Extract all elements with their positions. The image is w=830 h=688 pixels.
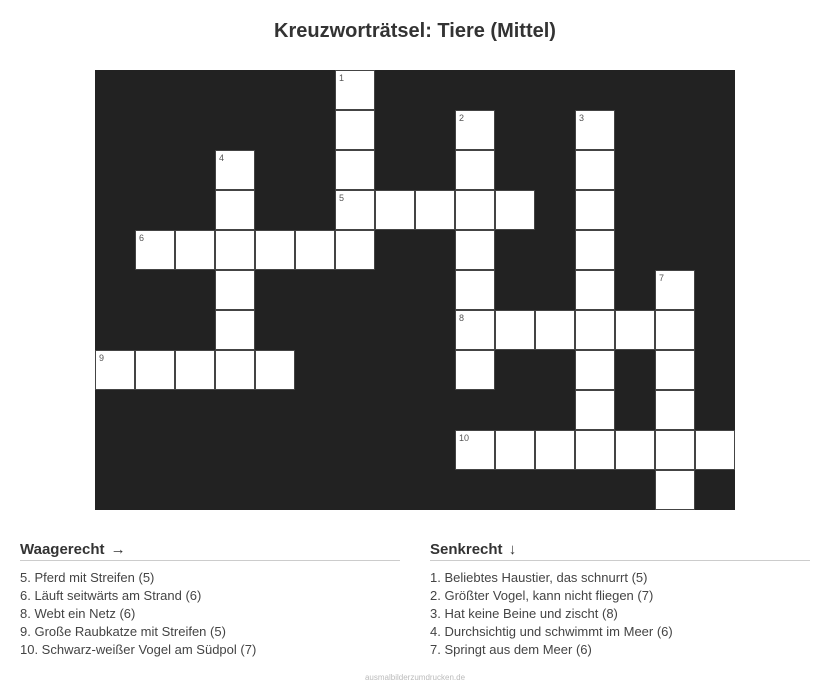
grid-cell[interactable] xyxy=(295,230,335,270)
grid-cell[interactable] xyxy=(335,230,375,270)
grid-cell[interactable] xyxy=(135,350,175,390)
clue-number: 9 xyxy=(99,353,105,363)
clue-down-1: 1. Beliebtes Haustier, das schnurrt (5) xyxy=(430,570,648,585)
clue-number: 2 xyxy=(459,113,465,123)
grid-cell[interactable] xyxy=(335,190,375,230)
clue-number: 4 xyxy=(219,153,225,163)
grid-cell[interactable] xyxy=(655,430,695,470)
grid-cell[interactable] xyxy=(215,310,255,350)
grid-cell[interactable] xyxy=(655,350,695,390)
grid-cell[interactable] xyxy=(335,110,375,150)
grid-cell[interactable] xyxy=(175,230,215,270)
grid-cell[interactable] xyxy=(455,350,495,390)
clue-number: 6 xyxy=(139,233,145,243)
grid-cell[interactable] xyxy=(255,350,295,390)
grid-cell[interactable] xyxy=(495,430,535,470)
right-arrow-icon: → xyxy=(110,541,126,558)
grid-cell[interactable] xyxy=(175,350,215,390)
clue-number: 1 xyxy=(339,73,345,83)
across-heading-label: Waagerecht xyxy=(20,541,105,558)
grid-cell[interactable] xyxy=(615,310,655,350)
grid-cell[interactable] xyxy=(455,430,495,470)
grid-cell[interactable] xyxy=(575,230,615,270)
grid-cell[interactable] xyxy=(575,110,615,150)
grid-cell[interactable] xyxy=(535,430,575,470)
clue-number: 7 xyxy=(659,273,665,283)
grid-cell[interactable] xyxy=(575,310,615,350)
grid-cell[interactable] xyxy=(215,190,255,230)
clue-down-4: 4. Durchsichtig und schwimmt im Meer (6) xyxy=(430,624,673,639)
clue-across-5: 5. Pferd mit Streifen (5) xyxy=(20,570,155,585)
grid-cell[interactable] xyxy=(335,70,375,110)
across-clue-list xyxy=(20,569,400,659)
clue-number: 8 xyxy=(459,313,465,323)
grid-cell[interactable] xyxy=(215,230,255,270)
down-clue-list xyxy=(430,569,810,659)
clue-across-10: 10. Schwarz-weißer Vogel am Südpol (7) xyxy=(20,642,257,657)
grid-cell[interactable] xyxy=(575,390,615,430)
grid-cell[interactable] xyxy=(655,390,695,430)
grid-cell[interactable] xyxy=(255,230,295,270)
grid-cell[interactable] xyxy=(455,150,495,190)
clue-number: 3 xyxy=(579,113,585,123)
across-heading xyxy=(20,541,400,561)
grid-cell[interactable] xyxy=(455,190,495,230)
clue-across-9: 9. Große Raubkatze mit Streifen (5) xyxy=(20,624,226,639)
grid-cell[interactable] xyxy=(135,230,175,270)
grid-cell[interactable] xyxy=(415,190,455,230)
grid-cell[interactable] xyxy=(215,270,255,310)
clue-number: 10 xyxy=(459,433,470,443)
clue-down-7: 7. Springt aus dem Meer (6) xyxy=(430,642,592,657)
grid-cell[interactable] xyxy=(655,470,695,510)
grid-cell[interactable] xyxy=(535,310,575,350)
grid-cell[interactable] xyxy=(655,270,695,310)
grid-cell[interactable] xyxy=(575,430,615,470)
clue-across-6: 6. Läuft seitwärts am Strand (6) xyxy=(20,588,202,603)
clue-across-8: 8. Webt ein Netz (6) xyxy=(20,606,136,621)
grid-cell[interactable] xyxy=(575,270,615,310)
grid-cell[interactable] xyxy=(215,350,255,390)
grid-cell[interactable] xyxy=(495,310,535,350)
grid-cell[interactable] xyxy=(695,430,735,470)
grid-cell[interactable] xyxy=(575,150,615,190)
grid-cell[interactable] xyxy=(95,350,135,390)
clue-down-3: 3. Hat keine Beine und zischt (8) xyxy=(430,606,618,621)
crossword-grid xyxy=(95,70,735,510)
clue-number: 5 xyxy=(339,193,345,203)
grid-cell[interactable] xyxy=(495,190,535,230)
grid-cell[interactable] xyxy=(455,270,495,310)
grid-cell[interactable] xyxy=(335,150,375,190)
grid-cell[interactable] xyxy=(375,190,415,230)
down-heading-label: Senkrecht xyxy=(430,541,503,558)
grid-cell[interactable] xyxy=(215,150,255,190)
footer-watermark: ausmalbilderzumdrucken.de xyxy=(364,673,466,682)
down-clues xyxy=(430,541,810,659)
grid-cell[interactable] xyxy=(455,110,495,150)
clue-down-2: 2. Größter Vogel, kann nicht fliegen (7) xyxy=(430,588,654,603)
puzzle-title: Kreuzworträtsel: Tiere (Mittel) xyxy=(274,20,556,42)
grid-cell[interactable] xyxy=(655,310,695,350)
grid-cell[interactable] xyxy=(575,190,615,230)
grid-cell[interactable] xyxy=(575,350,615,390)
grid-cell[interactable] xyxy=(455,230,495,270)
across-clues xyxy=(20,541,400,659)
grid-cell[interactable] xyxy=(615,430,655,470)
down-arrow-icon: ↓ xyxy=(508,541,517,558)
down-heading xyxy=(430,541,810,561)
grid-cell[interactable] xyxy=(455,310,495,350)
